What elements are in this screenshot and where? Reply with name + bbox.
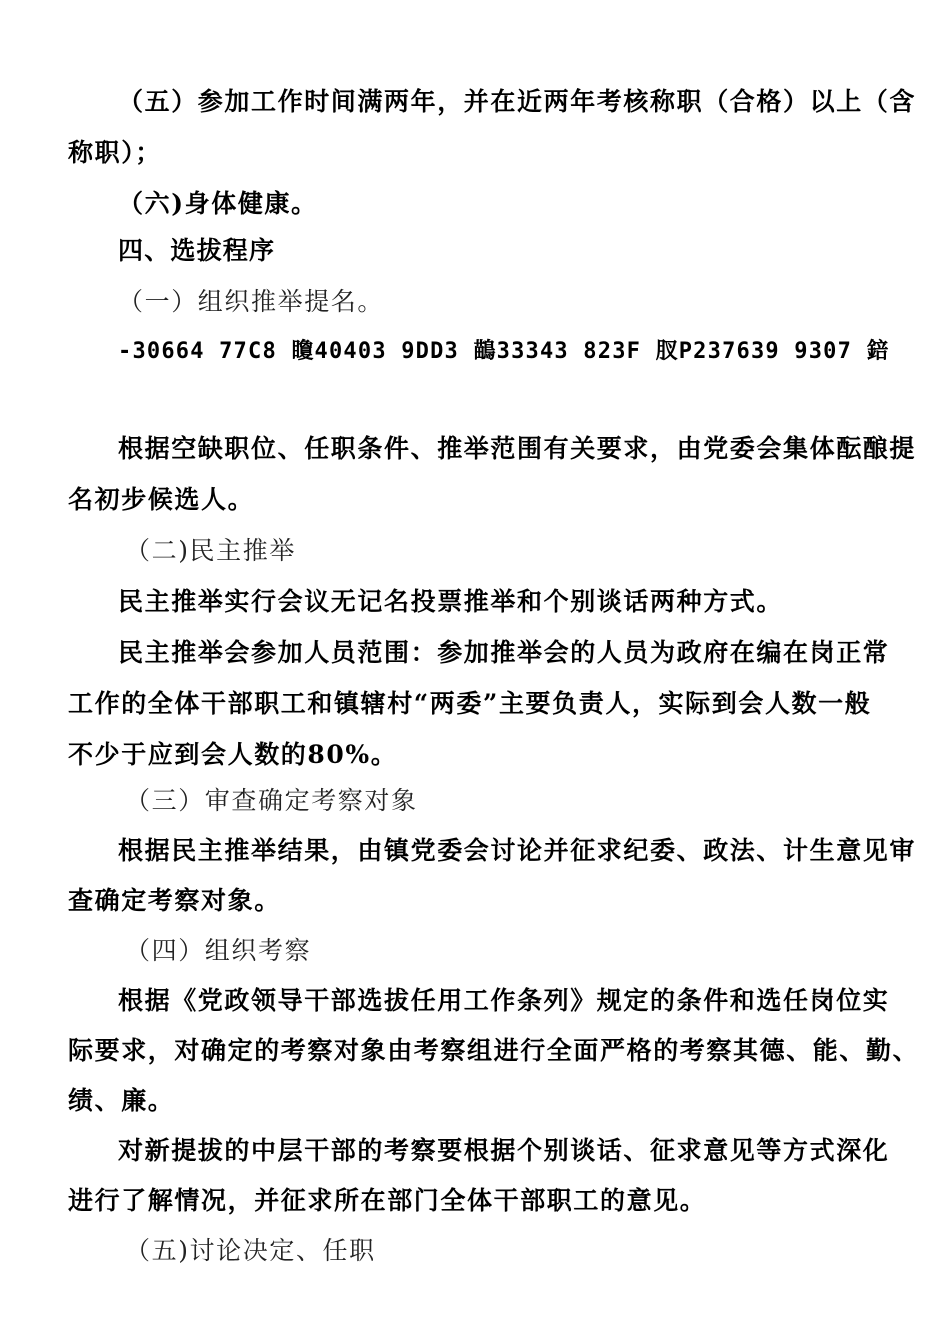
paragraph-line: 进行了解情况，并征求所在部门全体干部职工的意见。 — [68, 1186, 707, 1215]
paragraph-line: 民主推举实行会议无记名投票推举和个别谈话两种方式。 — [118, 587, 784, 616]
paragraph-line: 民主推举会参加人员范围：参加推举会的人员为政府在编在岗正常 — [118, 638, 890, 667]
paragraph-line: 根据《党政领导干部选拔任用工作条列》规定的条件和选任岗位实 — [118, 986, 890, 1015]
paragraph-line: 际要求，对确定的考察对象由考察组进行全面严格的考察其德、能、勤、 — [68, 1036, 920, 1065]
paragraph-line: 名初步候选人。 — [68, 485, 255, 514]
paragraph-line: 称职）； — [68, 138, 162, 167]
paragraph-line: 根据空缺职位、任职条件、推举范围有关要求，由党委会集体酝酿提 — [118, 434, 917, 463]
paragraph-line: 根据民主推举结果，由镇党委会讨论并征求纪委、政法、计生意见审 — [118, 836, 917, 865]
subsection-heading: （三）审查确定考察对象 — [125, 786, 418, 815]
list-item-heading: （六)身体健康。 — [118, 189, 318, 218]
paragraph-line: 查确定考察对象。 — [68, 886, 281, 915]
paragraph-line: （五）参加工作时间满两年，并在近两年考核称职（合格）以上（含 — [118, 87, 917, 116]
paragraph-line: 工作的全体干部职工和镇辖村“两委”主要负责人，实际到会人数一般 — [68, 689, 872, 718]
garbled-text-line: -30664 77C8 矎40403 9DD3 鶓33343 823F 肞P237639 9307 錇 — [118, 339, 890, 364]
paragraph-line: 对新提拔的中层干部的考察要根据个别谈话、征求意见等方式深化 — [118, 1136, 890, 1165]
subsection-heading: （二)民主推举 — [125, 536, 296, 565]
paragraph-line: 不少于应到会人数的80%。 — [68, 740, 398, 769]
section-heading: 四、选拔程序 — [118, 236, 276, 265]
subsection-heading: （四）组织考察 — [125, 936, 312, 965]
subsection-heading: （一）组织推举提名。 — [118, 287, 385, 316]
subsection-heading: （五)讨论决定、任职 — [125, 1236, 376, 1265]
paragraph-line: 绩、廉。 — [68, 1086, 175, 1115]
